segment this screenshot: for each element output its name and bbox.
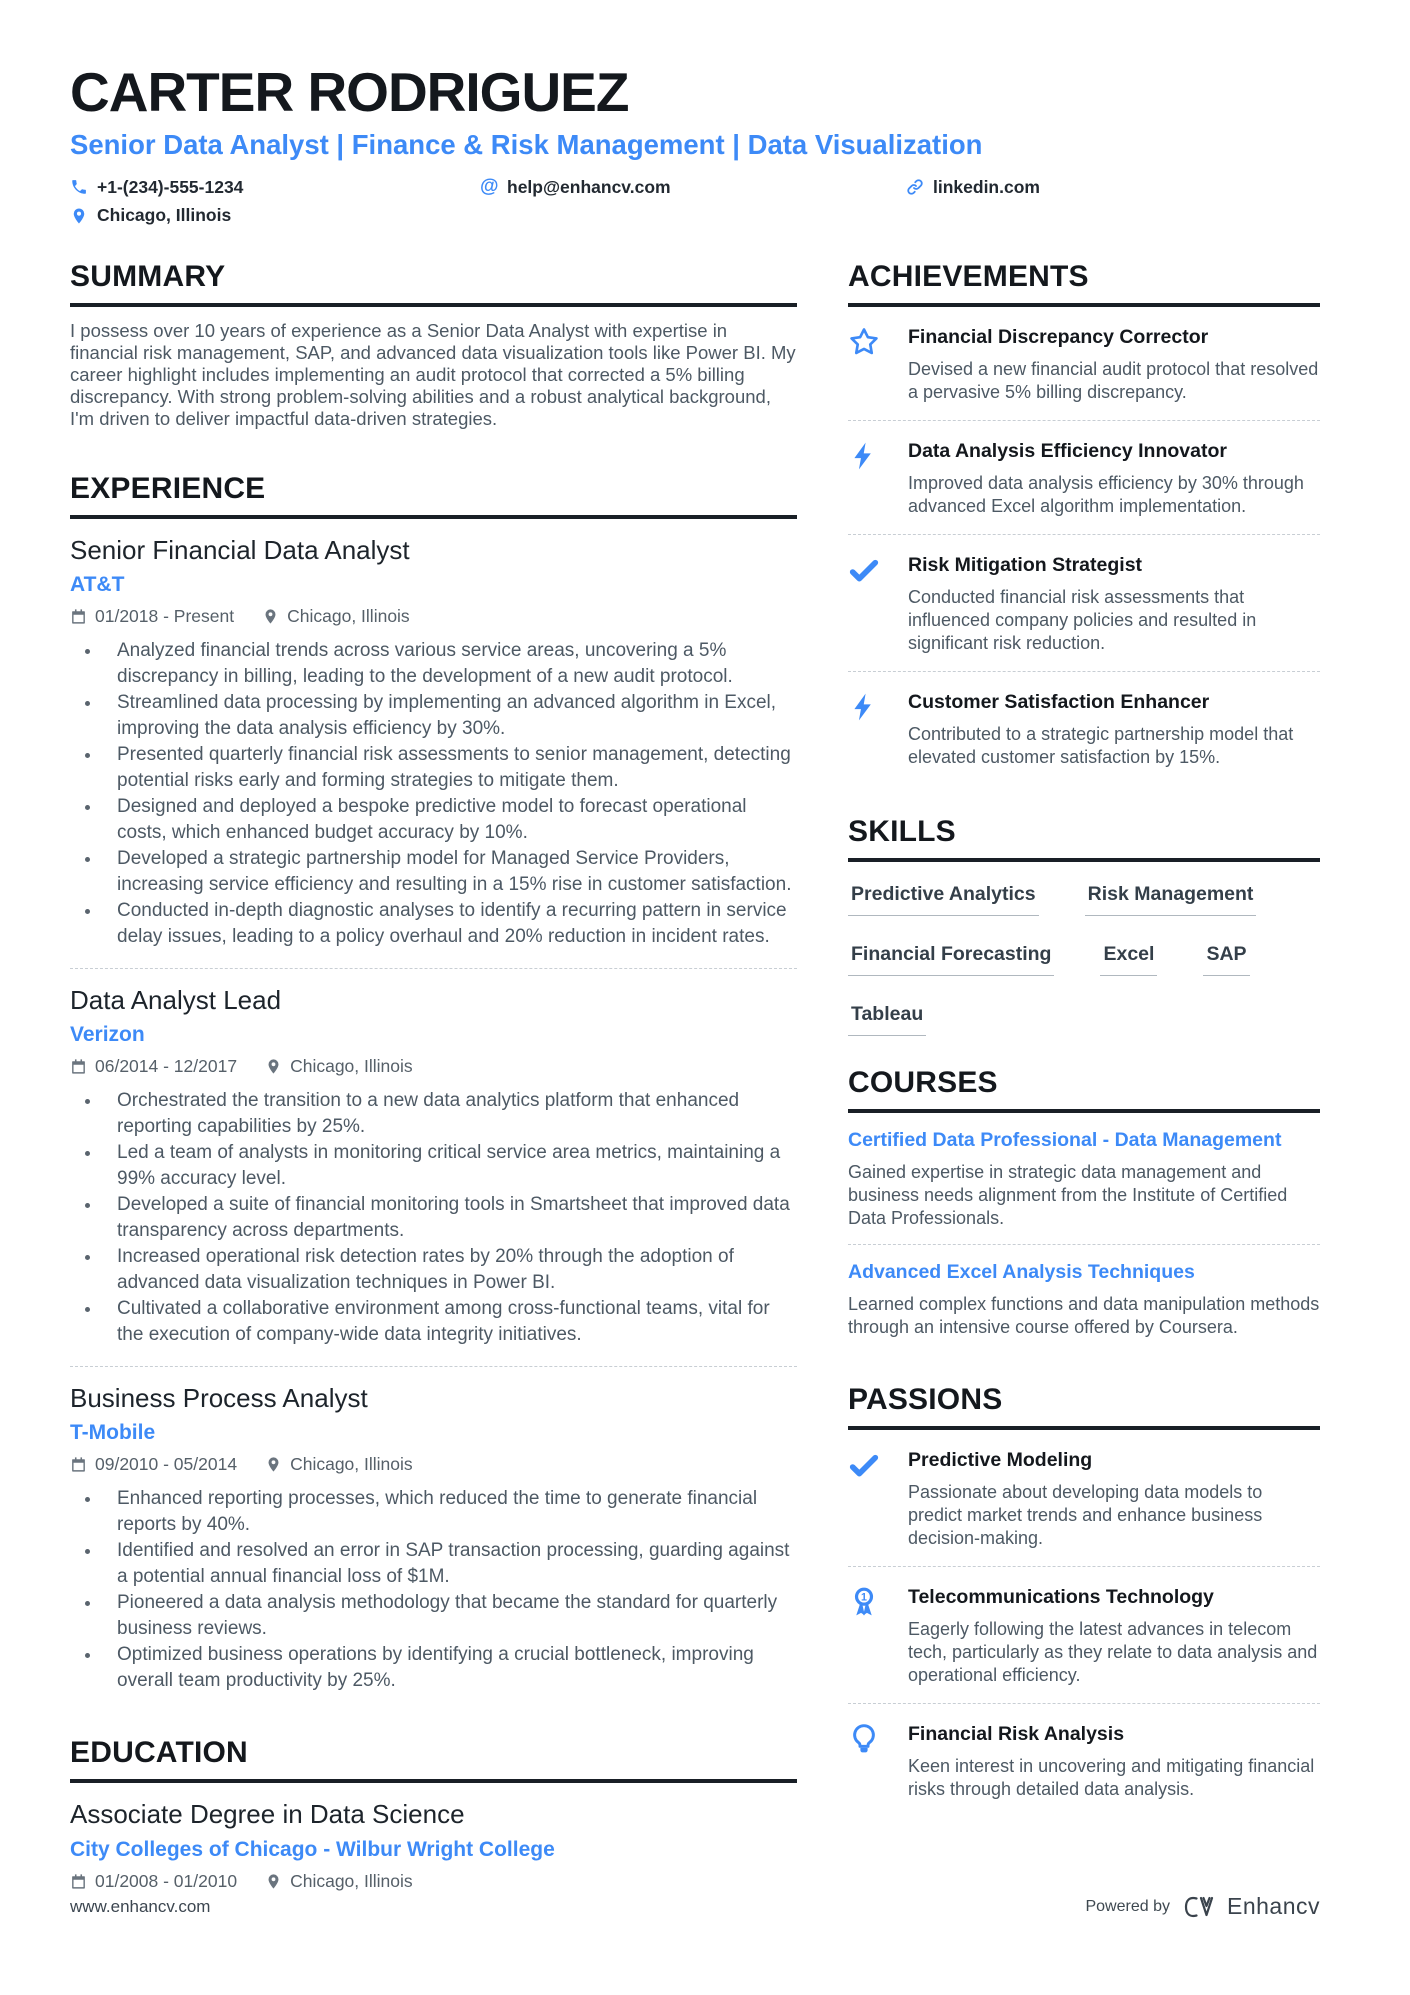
location-icon	[70, 207, 88, 225]
course-description: Learned complex functions and data manipulation methods through an intensive course offered by Coursera.	[848, 1294, 1320, 1338]
skill-item: Financial Forecasting	[848, 943, 1054, 976]
at-icon: @	[480, 176, 499, 198]
passion-title: Financial Risk Analysis	[908, 1723, 1125, 1746]
course-item	[848, 1113, 1320, 1245]
job-bullet: Optimized business operations by identifying a crucial bottleneck, improving overall team productivity by 25%.	[70, 1642, 797, 1694]
calendar-icon	[70, 1456, 87, 1473]
education-entry	[70, 1783, 797, 1892]
contact-phone[interactable]	[70, 177, 480, 198]
job-bullet: Increased operational risk detection rates by 20% through the adoption of advanced data visualization techniques in Power BI.	[70, 1244, 797, 1296]
job-location: Chicago, Illinois	[290, 1056, 413, 1077]
achievement-item	[848, 535, 1320, 672]
skill-item: Excel	[1100, 943, 1157, 976]
achievement-text: Devised a new financial audit protocol that resolved a pervasive 5% billing discrepancy.	[908, 359, 1319, 403]
person-name: CARTER RODRIGUEZ	[70, 61, 629, 123]
check-icon	[848, 553, 884, 655]
job-company: T-Mobile	[70, 1421, 156, 1445]
job-bullet: Conducted in-depth diagnostic analyses to identify a recurring pattern in service delay issues, leading to a policy overhaul and 20% reduction in incident rates.	[70, 898, 797, 950]
achievement-item	[848, 421, 1320, 535]
skill-item: Risk Management	[1085, 883, 1257, 916]
contact-block	[70, 176, 1320, 226]
education-location: Chicago, Illinois	[290, 1871, 413, 1892]
location-icon	[265, 1058, 282, 1075]
location-icon	[265, 1873, 282, 1890]
passion-text: Eagerly following the latest advances in telecom tech, particularly as they relate to data analysis and operational efficiency.	[908, 1619, 1318, 1686]
job-bullet: Designed and deployed a bespoke predictive model to forecast operational costs, which enhanced budget accuracy by 10%.	[70, 794, 797, 846]
job-company: AT&T	[70, 573, 125, 597]
job-bullet-list	[70, 1088, 797, 1348]
passion-title: Predictive Modeling	[908, 1449, 1093, 1472]
course-description: Gained expertise in strategic data management and business needs alignment from the Institute of Certified Data Professionals.	[848, 1162, 1288, 1229]
passion-item	[848, 1704, 1320, 1817]
education-school: City Colleges of Chicago - Wilbur Wright College	[70, 1838, 555, 1862]
check-icon	[848, 1448, 884, 1550]
skills-heading: SKILLS	[848, 815, 1320, 862]
passion-item	[848, 1430, 1320, 1567]
phone-icon	[70, 178, 88, 196]
page-footer	[70, 1893, 1320, 1920]
passion-item	[848, 1567, 1320, 1704]
location-icon	[262, 608, 279, 625]
education-heading: EDUCATION	[70, 1736, 797, 1783]
job-bullet: Analyzed financial trends across various service areas, uncovering a 5% discrepancy in billing, leading to the development of a new audit protocol.	[70, 638, 797, 690]
job-bullet: Streamlined data processing by implementing an advanced algorithm in Excel, improving the data analysis efficiency by 30%.	[70, 690, 797, 742]
contact-email[interactable]	[480, 176, 906, 198]
job-location: Chicago, Illinois	[287, 606, 410, 627]
section-passions	[848, 1383, 1320, 1817]
passion-text: Keen interest in uncovering and mitigating financial risks through detailed data analysis.	[908, 1756, 1315, 1800]
powered-by	[1085, 1893, 1320, 1920]
achievement-item	[848, 307, 1320, 421]
achievements-heading: ACHIEVEMENTS	[848, 260, 1320, 307]
job-entry	[70, 969, 797, 1367]
skill-item: SAP	[1203, 943, 1249, 976]
star-icon	[848, 325, 884, 404]
achievement-title: Customer Satisfaction Enhancer	[908, 691, 1210, 714]
powered-by-label: Powered by	[1085, 1897, 1170, 1915]
resume-header	[70, 61, 1320, 226]
calendar-icon	[70, 1873, 87, 1890]
courses-heading: COURSES	[848, 1066, 1320, 1113]
enhancv-wordmark: Enhancv	[1226, 1893, 1320, 1919]
contact-phone-text: +1-(234)-555-1234	[97, 176, 244, 197]
achievement-title: Data Analysis Efficiency Innovator	[908, 440, 1227, 463]
job-meta	[70, 1056, 797, 1077]
job-bullet: Enhanced reporting processes, which reduced the time to generate financial reports by 40%.	[70, 1486, 797, 1538]
section-achievements	[848, 260, 1320, 785]
calendar-icon	[70, 608, 87, 625]
achievement-text: Conducted financial risk assessments that influenced company policies and resulted in significant risk reduction.	[908, 587, 1257, 654]
education-meta	[70, 1871, 797, 1892]
contact-location-text: Chicago, Illinois	[97, 205, 232, 226]
skill-item: Tableau	[848, 1003, 926, 1036]
bolt-icon	[848, 690, 884, 769]
job-title: Data Analyst Lead	[70, 985, 282, 1016]
job-entry	[70, 1367, 797, 1694]
lightbulb-icon	[848, 1722, 884, 1801]
job-bullet: Orchestrated the transition to a new data analytics platform that enhanced reporting capabilities by 25%.	[70, 1088, 797, 1140]
job-entry	[70, 519, 797, 969]
contact-linkedin[interactable]	[906, 177, 1040, 198]
calendar-icon	[70, 1058, 87, 1075]
job-dates: 01/2018 - Present	[95, 606, 235, 627]
job-bullet: Cultivated a collaborative environment among cross-functional teams, vital for the execution of company-wide data integrity initiatives.	[70, 1296, 797, 1348]
job-company: Verizon	[70, 1023, 145, 1047]
enhancv-logo[interactable]	[1182, 1893, 1320, 1920]
job-bullet: Presented quarterly financial risk assessments to senior management, detecting potential risks early and forming strategies to mitigate them.	[70, 742, 797, 794]
section-skills	[848, 815, 1320, 1036]
contact-email-text: help@enhancv.com	[507, 176, 671, 197]
education-dates: 01/2008 - 01/2010	[95, 1871, 238, 1892]
enhancv-logo-icon	[1182, 1894, 1220, 1920]
section-courses	[848, 1066, 1320, 1353]
section-experience	[70, 472, 797, 1694]
education-degree: Associate Degree in Data Science	[70, 1799, 465, 1830]
summary-text: I possess over 10 years of experience as a Senior Data Analyst with expertise in financial risk management, SAP, and advanced data visualization tools like Power BI. My career highlight includes implementing an audit protocol that corrected a 5% billing discrepancy. With strong problem-solving abilities and a robust analytical background, I'm driven to deliver impactful data-driven strategies.	[70, 320, 796, 430]
passion-text: Passionate about developing data models to predict market trends and enhance business decision-making.	[908, 1482, 1263, 1549]
course-title: Advanced Excel Analysis Techniques	[848, 1261, 1195, 1284]
section-summary	[70, 260, 797, 430]
job-title: Business Process Analyst	[70, 1383, 368, 1414]
job-title: Senior Financial Data Analyst	[70, 535, 410, 566]
job-bullet-list	[70, 638, 797, 950]
skill-item: Predictive Analytics	[848, 883, 1039, 916]
summary-heading: SUMMARY	[70, 260, 797, 307]
job-bullet: Identified and resolved an error in SAP transaction processing, guarding against a potential annual financial loss of $1M.	[70, 1538, 797, 1590]
contact-linkedin-text: linkedin.com	[933, 176, 1040, 197]
job-bullet: Developed a strategic partnership model for Managed Service Providers, increasing service efficiency and resulting in a 15% rise in customer satisfaction.	[70, 846, 797, 898]
job-location: Chicago, Illinois	[290, 1454, 413, 1475]
course-item	[848, 1245, 1320, 1353]
passions-heading: PASSIONS	[848, 1383, 1320, 1430]
job-bullet: Pioneered a data analysis methodology that became the standard for quarterly business reviews.	[70, 1590, 797, 1642]
experience-heading: EXPERIENCE	[70, 472, 797, 519]
job-dates: 09/2010 - 05/2014	[95, 1454, 238, 1475]
skills-list	[848, 883, 1320, 1036]
section-education	[70, 1736, 797, 1892]
achievement-item	[848, 672, 1320, 785]
job-bullet: Led a team of analysts in monitoring critical service area metrics, maintaining a 99% accuracy level.	[70, 1140, 797, 1192]
footer-site-link[interactable]: www.enhancv.com	[70, 1896, 211, 1916]
passion-title: Telecommunications Technology	[908, 1586, 1214, 1609]
job-bullet: Developed a suite of financial monitoring tools in Smartsheet that improved data transparency across departments.	[70, 1192, 797, 1244]
headline: Senior Data Analyst | Finance & Risk Management | Data Visualization	[70, 129, 983, 161]
job-bullet-list	[70, 1486, 797, 1694]
bolt-icon	[848, 439, 884, 518]
svg-text:1: 1	[861, 1591, 867, 1604]
location-icon	[265, 1456, 282, 1473]
job-meta	[70, 606, 797, 627]
achievement-text: Improved data analysis efficiency by 30% through advanced Excel algorithm implementation.	[908, 473, 1304, 517]
contact-location	[70, 205, 231, 226]
achievement-text: Contributed to a strategic partnership model that elevated customer satisfaction by 15%.	[908, 724, 1294, 768]
job-meta	[70, 1454, 797, 1475]
medal-icon	[848, 1585, 884, 1687]
job-dates: 06/2014 - 12/2017	[95, 1056, 238, 1077]
link-icon	[906, 178, 924, 196]
course-title: Certified Data Professional - Data Management	[848, 1129, 1282, 1152]
achievement-title: Risk Mitigation Strategist	[908, 554, 1143, 577]
achievement-title: Financial Discrepancy Corrector	[908, 326, 1209, 349]
